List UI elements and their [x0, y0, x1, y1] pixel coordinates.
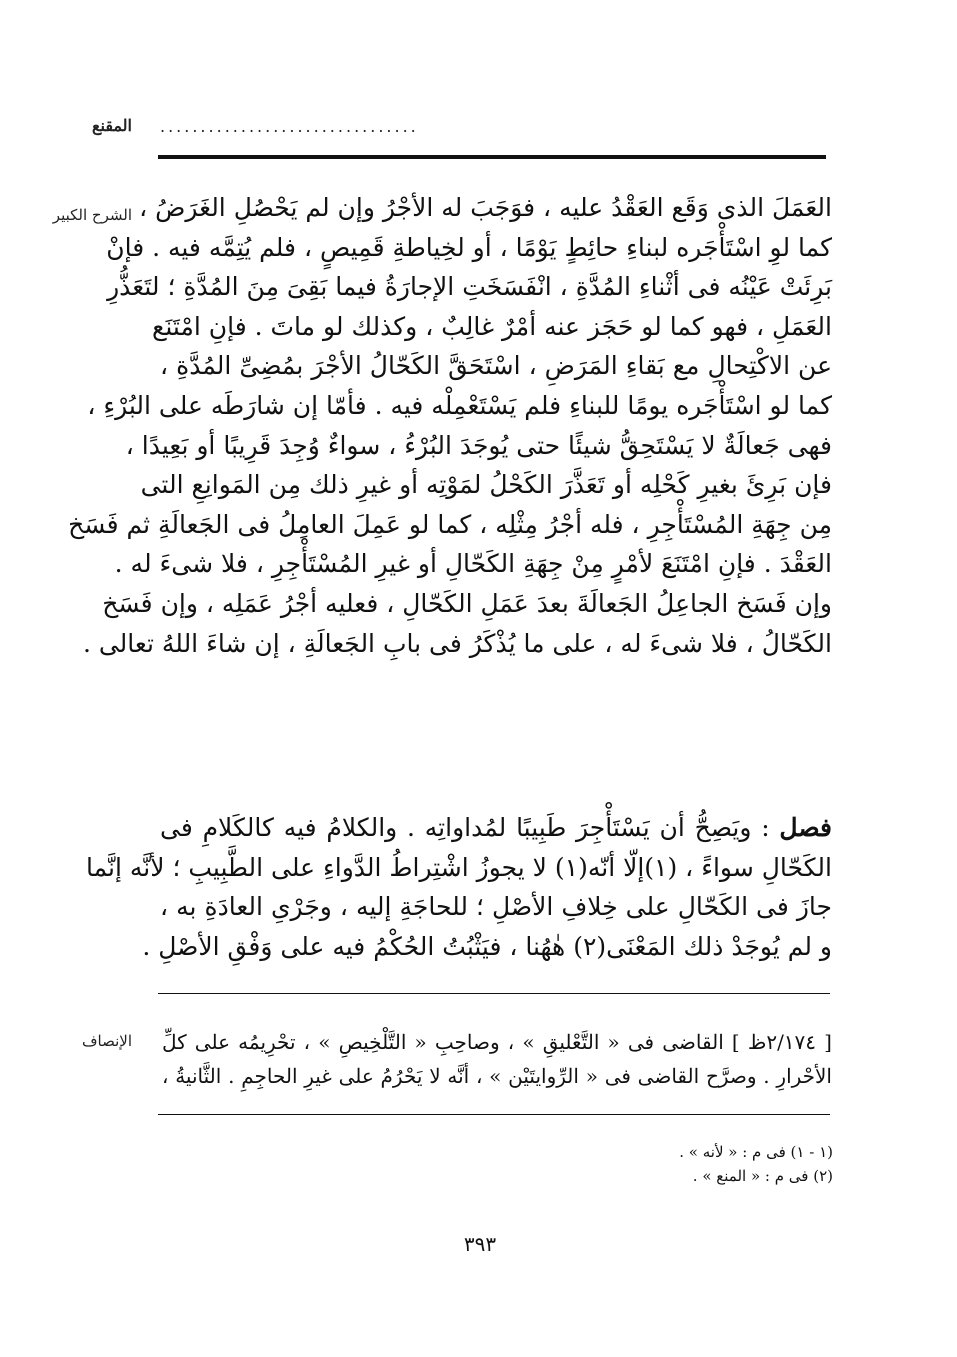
insaf-text	[162, 1025, 832, 1093]
text-line: العَمَلِ ، فهو كما لو حَجَز عنه أمْرٌ غالِبٌ ، وكذلك لو ماتَ . فإنِ امْتَنَع	[152, 311, 832, 341]
text-line: [ ٢/١٧٤ظ ] القاضى فى « التَّعْليقِ » ، وصاحِبِ « التَّلْخِيصِ » ، تحْرِيمُه على كلِّ	[162, 1030, 832, 1054]
text-line: الكَحّالُ ، فلا شىءَ له ، على ما يُذْكَرُ فى بابِ الجَعالَةِ ، إن شاءَ اللهُ تعالى .	[82, 628, 832, 658]
text-line: فإن بَرِئَ بغيرِ كَحْلِه أو تَعَذَّرَ الكَحْلُ لمَوْتِه أو غيرِ ذلك مِن المَوانِعِ التى	[140, 470, 832, 500]
text-line: مِن جِهَةِ المُسْتَأْجِرِ ، فله أجْرُ مِثْلِه ، كما لو عَمِلَ العامِلُ فى الجَعالَةِ ثم فَسَخ	[68, 509, 832, 539]
text-line: بَرِئَتْ عَيْنُه فى أثْناءِ المُدَّةِ ، انْفَسَخَتِ الإجارَةُ فيما بَقِىَ مِنَ المُدَّةِ ؛ لتَعَذُّرِ	[107, 272, 832, 302]
header-rule	[158, 155, 826, 159]
side-label-insaf: الإنصاف	[81, 1032, 132, 1050]
text-line: فهى جَعالَةٌ لا يَسْتَحِقُّ شيئًا حتى يُوجَدَ البُرْءُ ، سواءٌ وُجِدَ قَرِيبًا أو بَعِيدًا ،	[125, 430, 832, 460]
text-line: الكَحّالِ سواءً ، (١)إلّا أنّه(١) لا يجوزُ اشْتِراطُ الدَّواءِ على الطَّبِيبِ ؛ لأنَّه إنَّما	[85, 852, 832, 882]
footnote: (٢) فى م : « المنع » .	[692, 1167, 833, 1185]
footnotes	[433, 1140, 833, 1188]
text-line: كما لوِ اسْتَأْجَره لبناءِ حائِطٍ يَوْمًا ، أو لخِياطةِ قَمِيصٍ ، فلم يُتِمَّه فيه . فإنْ	[106, 232, 832, 262]
fasl-section	[85, 808, 832, 966]
fasl-first-line-text: : ويَصِحُّ أن يَسْتَأْجِرَ طَبِيبًا لمُداواتِه . والكلامُ فيه كالكَلامِ فى	[160, 813, 780, 842]
text-line: وإن فَسَخ الجاعِلُ الجَعالَةَ بعدَ عَمَلِ الكَحّالِ ، فعليه أجْرُ عَمَلِه ، وإن فَسَخ	[102, 588, 832, 618]
header-dotted-leader: ................................	[160, 117, 419, 136]
text-line: العَقْدَ . فإنِ امْتَنَعَ لأمْرٍ مِنْ جِهَةِ الكَحّالِ أو غيرِ المُسْتَأْجِرِ ، فلا شىءَ له .	[114, 549, 832, 579]
page-number: ٣٩٣	[463, 1232, 497, 1256]
text-line: كما لو اسْتَأْجَره يومًا للبناءِ فلم يَسْتَعْمِلْه فيه . فأمّا إن شارَطَه على البُرْءِ ،	[87, 390, 832, 420]
book-title-header: المقنع	[91, 116, 132, 135]
text-line: الأحْرارِ . وصرَّح القاضى فى « الرِّوايتَيْن » ، أنَّه لا يَحْرُمُ على غيرِ الحاجِمِ . الثَّانيةُ ،	[162, 1064, 832, 1088]
fasl-heading: فصل	[779, 813, 832, 842]
text-line: عن الاكْتِحالِ مع بَقاءِ المَرَضِ ، اسْتَحَقَّ الكَحّالُ الأجْرَ بمُضِىِّ المُدَّةِ ،	[160, 351, 832, 381]
text-line: جازَ فى الكَحّالِ على خِلافِ الأصْلِ ؛ للحاجَةِ إليه ، وجَرْىِ العادَةِ به ،	[160, 892, 832, 922]
text-line: و لم يُوجَدْ ذلك المَعْنَى(٢) هٰهُنا ، فيَثْبُتُ الحُكْمُ فيه على وَفْقِ الأصْلِ .	[142, 931, 832, 961]
text-line: العَمَلَ الذى وَقَع العَقْدُ عليه ، فوَجَبَ له الأجْرُ وإن لم يَحْصُلِ الغَرَضُ ،	[139, 193, 832, 222]
footnote: (١ - ١) فى م : « لأنه » .	[679, 1143, 833, 1161]
side-label-sharh: الشرح الكبير	[52, 206, 132, 224]
fasl-first-line	[160, 808, 832, 848]
footnote-divider	[158, 1114, 830, 1115]
section-divider	[158, 993, 830, 994]
